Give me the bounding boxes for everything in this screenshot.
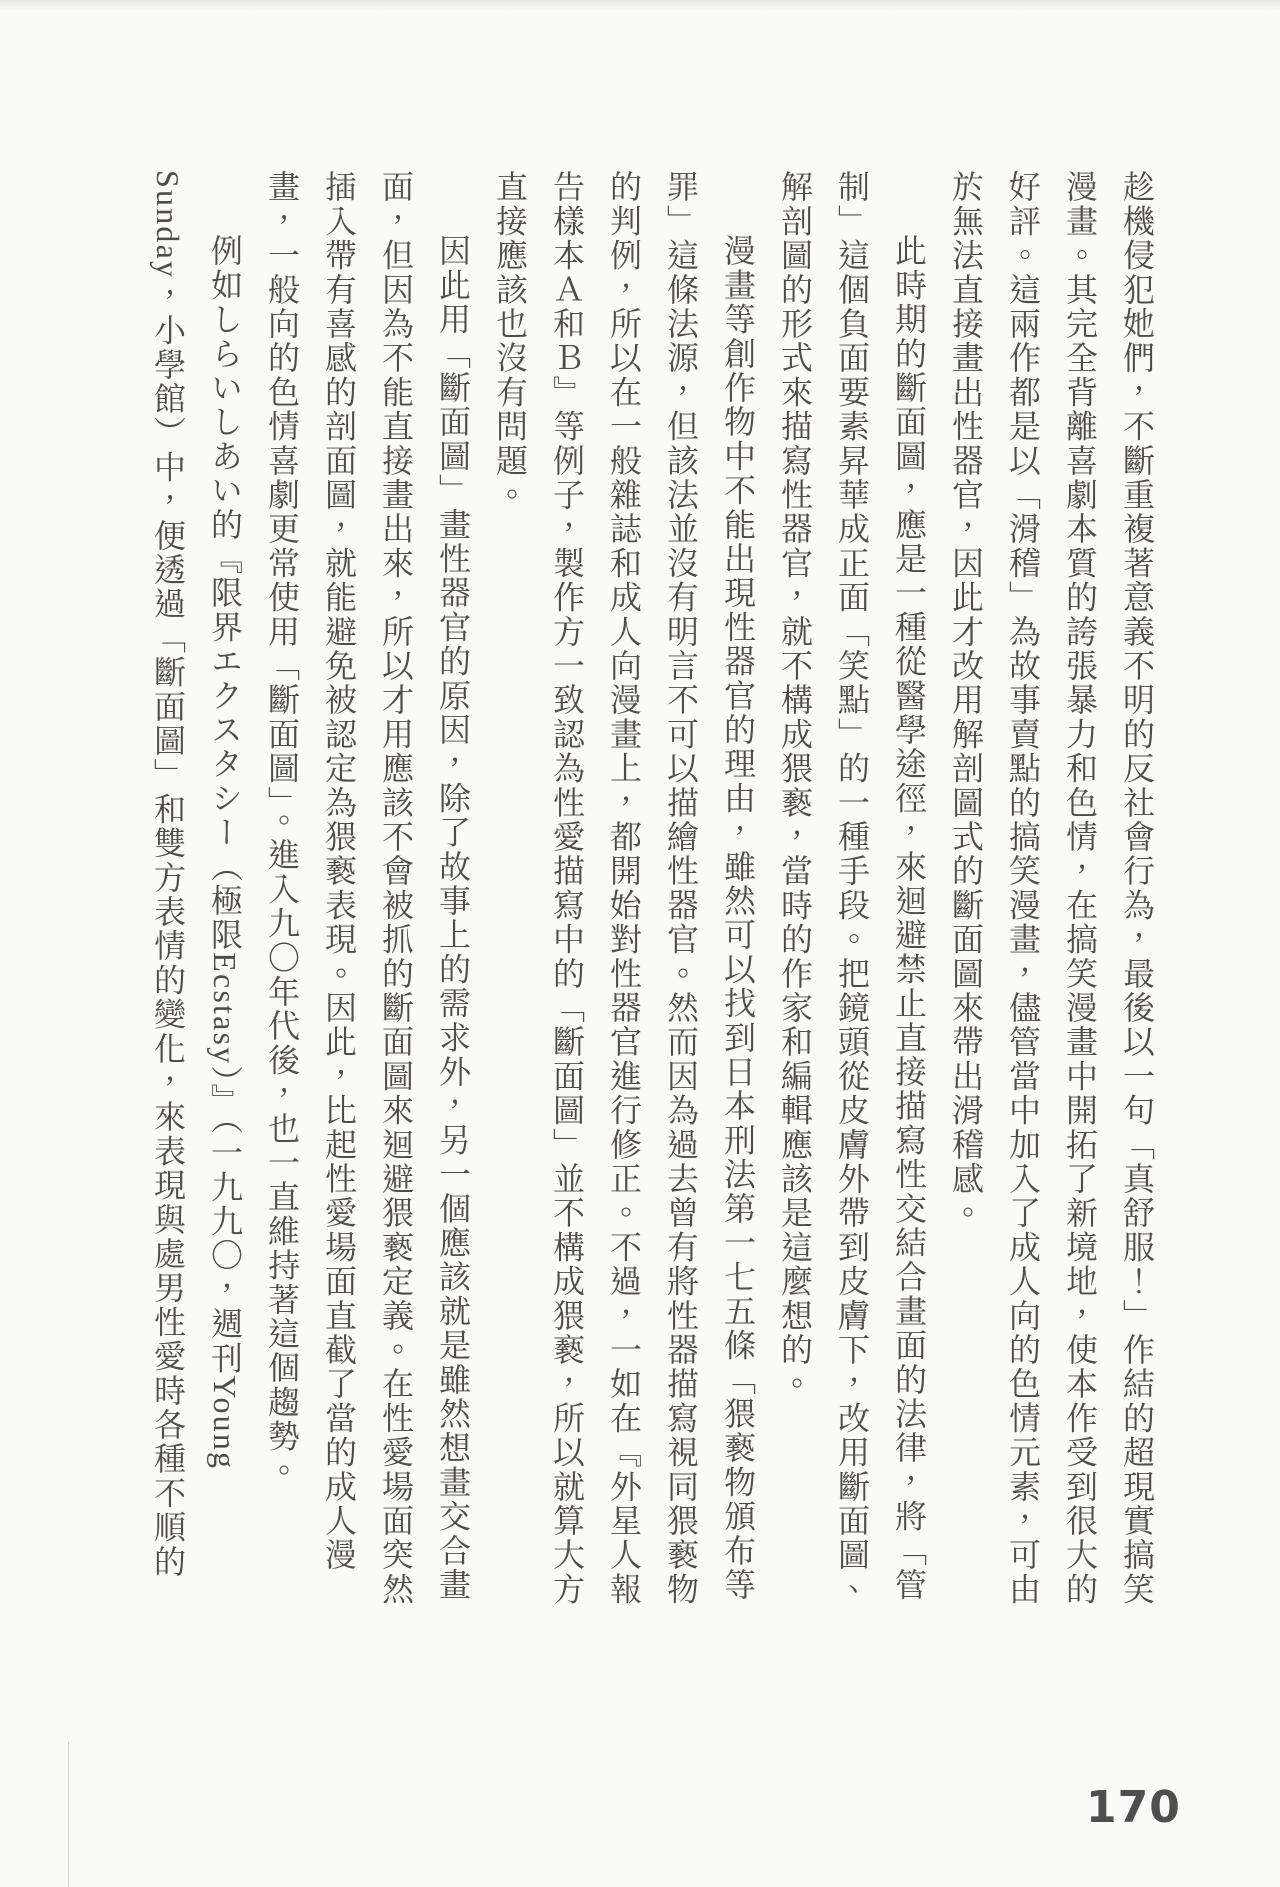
paragraph: 漫畫等創作物中不能出現性器官的理由，雖然可以找到日本刑法第一七五條「猥褻物頒布等罪」這條法源，但該法並沒有明言不可以描繪性器官。然而因為過去曾有將性器描寫視同猥褻物的判例，所以在一般雜誌和成人向漫畫上，都開始對性器官進行修正。不過，一如在『外星人報告樣本Ａ和Ｂ』等例子，製作方一致認為性愛描寫中的「斷面圖」並不構成猥褻，所以就算大方直接應該也沒有問題。 <box>492 170 756 1607</box>
scan-artifact-fold-line <box>68 1742 69 1887</box>
paragraph: 例如しらいしあい的『限界エクスタシー（極限Ecstasy）』（一九九〇，週刊Young Sunday，小學館）中，便透過「斷面圖」和雙方表情的變化，來表現與處男性愛時各種不順的 <box>150 170 243 1579</box>
paragraph: 此時期的斷面圖，應是一種從醫學途徑，來迴避禁止直接描寫性交結合畫面的法律，將「管制」這個負面要素昇華成正面「笑點」的一種手段。把鏡頭從皮膚外帶到皮膚下，改用斷面圖、解剖圖的形式來描寫性器官，就不構成猥褻，當時的作家和編輯應該是這麼想的。 <box>777 170 927 1607</box>
scan-artifact-top-edge <box>0 0 1280 10</box>
page-number: 170 <box>1086 1782 1181 1833</box>
paragraph: 因此用「斷面圖」畫性器官的原因，除了故事上的需求外，另一個應該就是雖然想畫交合畫面，但因為不能直接畫出來，所以才用應該不會被抓的斷面圖來迴避猥褻定義。在性愛場面突然插入帶有喜感的剖面圖，就能避免被認定為猥褻表現。因此，比起性愛場面直截了當的成人漫畫，一般向的色情喜劇更常使用「斷面圖」。進入九〇年代後，也一直維持著這個趨勢。 <box>264 170 471 1607</box>
paragraph: 趁機侵犯她們，不斷重複著意義不明的反社會行為，最後以一句「真舒服！」作結的超現實搞笑漫畫。其完全背離喜劇本質的誇張暴力和色情，在搞笑漫畫中開拓了新境地，使本作受到很大的好評。這兩作都是以「滑稽」為故事賣點的搞笑漫畫，儘管當中加入了成人向的色情元素，可由於無法直接畫出性器官，因此才改用解剖圖式的斷面圖來帶出滑稽感。 <box>948 170 1155 1607</box>
body-text <box>130 170 1165 1620</box>
